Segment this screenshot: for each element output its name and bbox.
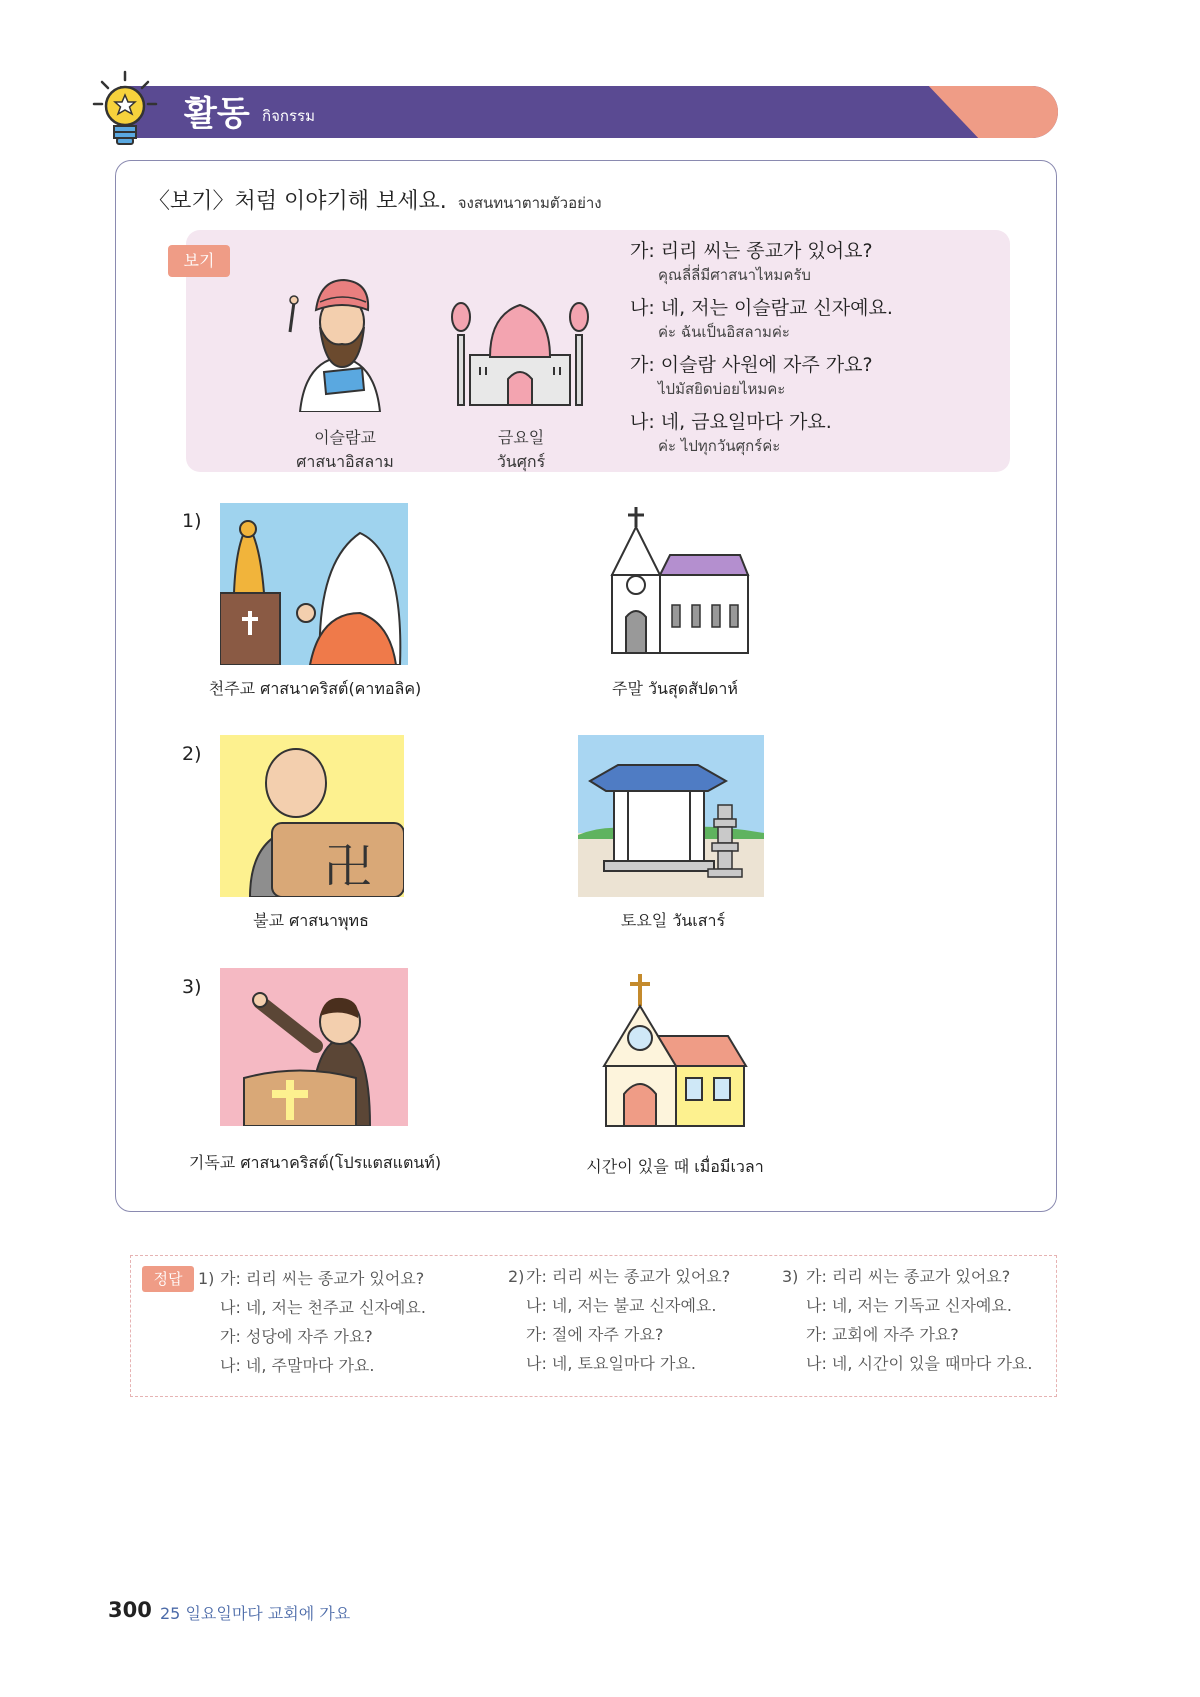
answer-tag: 정답 bbox=[142, 1266, 194, 1292]
exercise-2-right-caption: 토요일 วันเสาร์ bbox=[620, 911, 726, 930]
dialogue-korean: 나: 네, 저는 이슬람교 신자예요. bbox=[630, 297, 893, 319]
answer-number: 2) bbox=[508, 1267, 525, 1286]
exercise-1-right-caption: 주말 วันสุดสัปดาห์ bbox=[612, 679, 738, 698]
instruction-text: 〈보기〉처럼 이야기해 보세요. bbox=[148, 189, 447, 214]
example-tag: 보기 bbox=[168, 245, 230, 277]
dialogue-line bbox=[630, 236, 1010, 293]
instruction-thai: จงสนทนาตามตัวอย่าง bbox=[457, 194, 602, 212]
answer-line: 가: 리리 씨는 종교가 있어요? bbox=[526, 1267, 731, 1286]
mosque-icon bbox=[444, 295, 596, 410]
section-subtitle: กิจกรรม bbox=[262, 107, 315, 125]
answer-line: 가: 리리 씨는 종교가 있어요? bbox=[806, 1267, 1011, 1286]
exercise-number: 3) bbox=[182, 976, 202, 998]
exercise-number: 1) bbox=[182, 510, 202, 532]
exercise-3-left-caption: 기독교 ศาสนาคริสต์(โปรแตสแตนท์) bbox=[188, 1153, 442, 1172]
answer-line: 가: 리리 씨는 종교가 있어요? bbox=[220, 1269, 425, 1288]
exercise-3-right-caption: 시간이 있을 때 เมื่อมีเวลา bbox=[586, 1157, 764, 1176]
svg-text:卍: 卍 bbox=[324, 839, 373, 895]
dialogue-korean: 가: 이슬람 사원에 자주 가요? bbox=[630, 354, 873, 376]
example-picture1-label-th: ศาสนาอิสลาม bbox=[296, 452, 394, 471]
church-icon bbox=[598, 970, 748, 1130]
header-accent-stripe bbox=[868, 86, 1058, 138]
page-number: 300 bbox=[108, 1598, 152, 1622]
temple-icon bbox=[578, 735, 764, 897]
exercise-number: 2) bbox=[182, 743, 202, 765]
answer-line: 가: 성당에 자주 가요? bbox=[220, 1327, 373, 1346]
example-picture2-label bbox=[456, 426, 586, 474]
lightbulb-icon bbox=[92, 70, 158, 150]
dialogue-thai: ค่ะ ไปทุกวันศุกร์ค่ะ bbox=[658, 437, 781, 455]
pastor-icon bbox=[220, 968, 408, 1126]
header-bar bbox=[120, 86, 1058, 138]
answer-line: 나: 네, 저는 천주교 신자예요. bbox=[220, 1298, 426, 1317]
answer-line: 나: 네, 토요일마다 가요. bbox=[526, 1354, 696, 1373]
chapter-title: 25 일요일마다 교회에 가요 bbox=[160, 1604, 351, 1623]
dialogue-line bbox=[630, 293, 1010, 350]
answer-line: 가: 교회에 자주 가요? bbox=[806, 1325, 959, 1344]
example-picture1-label-ko: 이슬람교 bbox=[314, 428, 376, 447]
section-title: 활동 bbox=[184, 94, 250, 134]
answer-column-3 bbox=[806, 1262, 1032, 1378]
answer-line: 가: 절에 자주 가요? bbox=[526, 1325, 664, 1344]
answer-line: 나: 네, 저는 기독교 신자예요. bbox=[806, 1296, 1012, 1315]
dialogue-thai: ไปมัสยิดบ่อยไหมคะ bbox=[658, 380, 786, 398]
answer-line: 나: 네, 시간이 있을 때마다 가요. bbox=[806, 1354, 1033, 1373]
answer-line: 나: 네, 저는 불교 신자예요. bbox=[526, 1296, 717, 1315]
answer-line: 나: 네, 주말마다 가요. bbox=[220, 1356, 375, 1375]
praying-nun-icon bbox=[220, 503, 408, 665]
exercise-1-left-caption: 천주교 ศาสนาคริสต์(คาทอลิค) bbox=[208, 679, 422, 698]
example-picture2-label-ko: 금요일 bbox=[497, 428, 545, 447]
exercise-2-left-caption: 불교 ศาสนาพุทธ bbox=[253, 911, 369, 930]
answer-number: 3) bbox=[782, 1267, 799, 1286]
dialogue-korean: 가: 리리 씨는 종교가 있어요? bbox=[630, 240, 873, 262]
answer-number: 1) bbox=[198, 1269, 215, 1288]
dialogue-thai: ค่ะ ฉันเป็นอิสลามค่ะ bbox=[658, 323, 790, 341]
dialogue-thai: คุณลี่ลี่มีศาสนาไหมครับ bbox=[658, 266, 811, 284]
dialogue-line bbox=[630, 407, 1010, 464]
instruction bbox=[148, 184, 602, 215]
example-picture2-label-th: วันศุกร์ bbox=[496, 452, 546, 471]
dialogue-line bbox=[630, 350, 1010, 407]
answer-column-1 bbox=[220, 1264, 426, 1380]
example-dialogue bbox=[630, 236, 1010, 464]
imam-icon bbox=[280, 272, 400, 412]
cathedral-icon bbox=[600, 505, 750, 655]
dialogue-korean: 나: 네, 금요일마다 가요. bbox=[630, 411, 832, 433]
answer-column-2 bbox=[526, 1262, 730, 1378]
example-picture1-label bbox=[270, 426, 420, 474]
buddhist-monk-icon bbox=[220, 735, 404, 897]
